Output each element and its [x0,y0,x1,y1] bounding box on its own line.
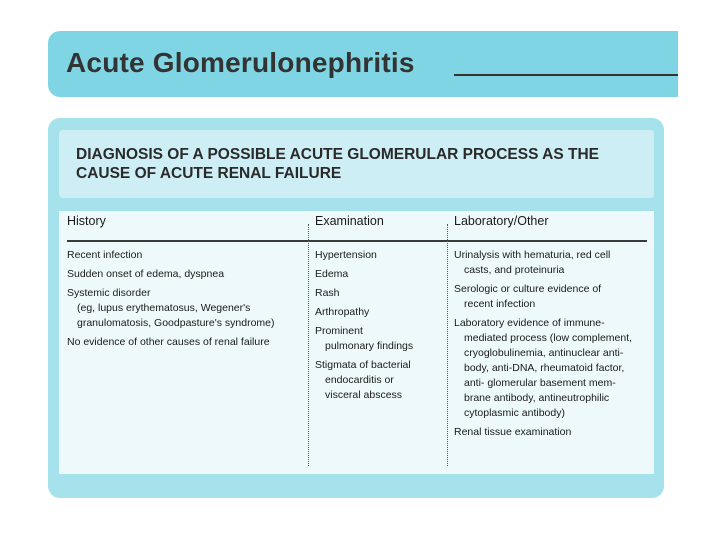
item-line: Urinalysis with hematuria, red cell [454,249,611,261]
laboratory-header: Laboratory/Other [454,214,549,228]
item-line: No evidence of other causes of renal failure [67,336,270,348]
diagnosis-panel [48,118,664,498]
laboratory-item [454,248,650,278]
title-band [48,31,678,97]
column-divider [308,224,310,466]
item-line: Recent infection [67,249,143,261]
examination-items [315,242,443,403]
item-line: (eg, lupus erythematosus, Wegener's [77,302,251,314]
title-rule [454,74,678,76]
item-line: anti- glomerular basement mem- [464,377,616,389]
examination-item [315,358,443,403]
history-header: History [67,214,106,228]
item-line: endocarditis or [325,374,394,386]
item-line: recent infection [464,298,536,310]
item-line: Hypertension [315,249,377,261]
examination-item [315,286,443,301]
item-line: Edema [315,268,349,280]
item-line: brane antibody, antineutrophilic [464,392,610,404]
laboratory-items [454,242,650,440]
examination-item [315,267,443,282]
page-title: Acute Glomerulonephritis [66,47,415,78]
item-line: cytoplasmic antibody) [464,407,565,419]
examination-column [315,211,443,401]
laboratory-column [454,211,650,438]
item-line: casts, and proteinuria [464,264,565,276]
history-item [67,286,305,331]
item-line: mediated process (low complement, [464,332,633,344]
item-line: visceral abscess [325,389,403,401]
laboratory-item [454,316,650,421]
item-line: Prominent [315,325,363,337]
panel-heading-box [59,130,654,198]
item-line: cryoglobulinemia, antinuclear anti- [464,347,624,359]
item-line: pulmonary findings [325,340,414,352]
item-line: granulomatosis, Goodpasture's syndrome) [77,317,275,329]
laboratory-item [454,425,650,440]
item-line: Rash [315,287,340,299]
examination-item [315,305,443,320]
examination-item [315,324,443,354]
diagnosis-table [59,211,654,474]
history-items [67,242,305,350]
item-line: body, anti-DNA, rheumatoid factor, [464,362,625,374]
laboratory-item [454,282,650,312]
item-line: Renal tissue examination [454,426,572,438]
item-line: Systemic disorder [67,287,151,299]
item-line: Stigmata of bacterial [315,359,411,371]
history-item [67,335,305,350]
history-item [67,248,305,263]
item-line: Arthropathy [315,306,370,318]
examination-item [315,248,443,263]
item-line: Serologic or culture evidence of [454,283,602,295]
examination-header: Examination [315,214,384,228]
panel-heading: DIAGNOSIS OF A POSSIBLE ACUTE GLOMERULAR PROCESS AS THE CAUSE OF ACUTE RENAL FAILURE [76,146,600,182]
history-item [67,267,305,282]
header-rule [67,240,647,242]
column-divider [447,224,449,466]
item-line: Laboratory evidence of immune- [454,317,605,329]
history-column [67,211,305,348]
item-line: Sudden onset of edema, dyspnea [67,268,225,280]
